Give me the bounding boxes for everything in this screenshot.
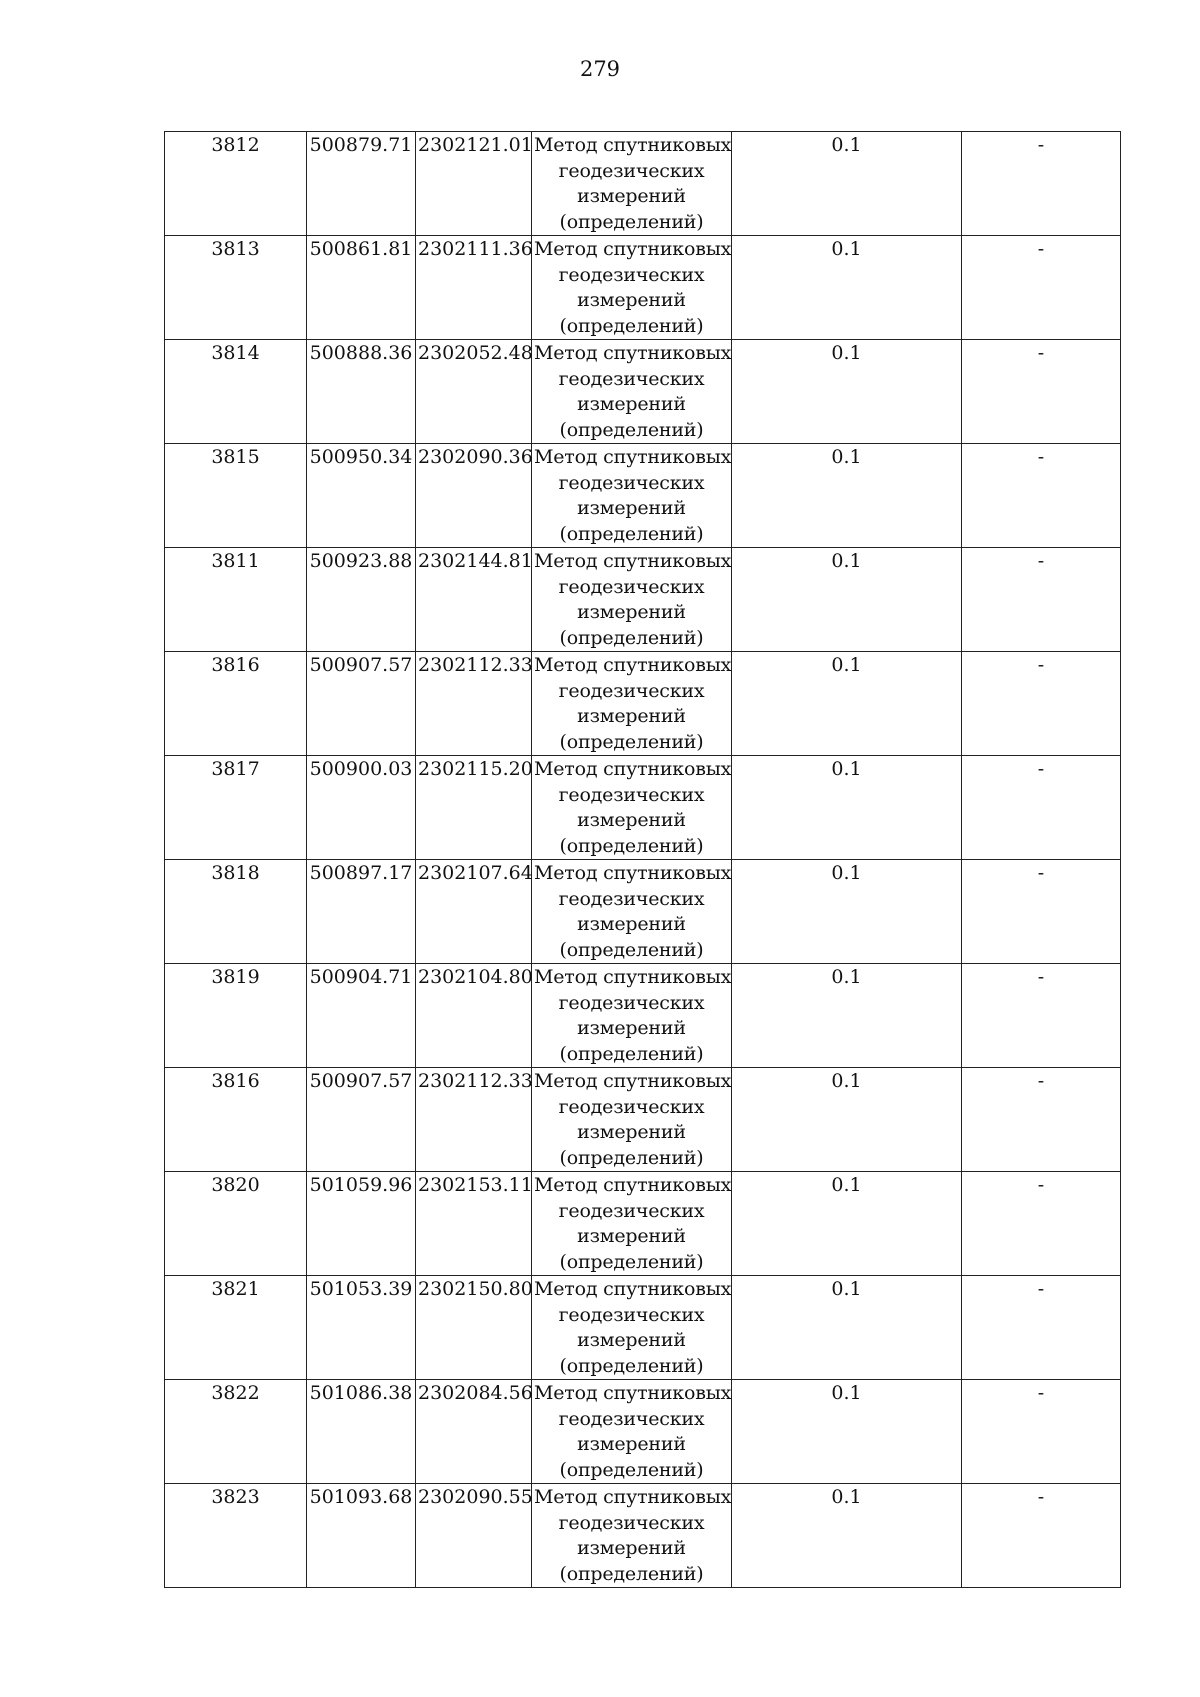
note-cell: - <box>962 1380 1121 1484</box>
method-text-line: Метод спутниковых <box>534 1070 732 1092</box>
coordinate-x-cell: 500861.81 <box>307 236 416 340</box>
table-row <box>165 756 1121 860</box>
method-text-line: измерений <box>577 1225 686 1247</box>
coordinates-table <box>164 131 1121 1588</box>
method-text-line: геодезических <box>558 991 705 1014</box>
method-text-line: (определений) <box>559 1562 704 1585</box>
method-text-line: геодезических <box>558 575 705 598</box>
method-text-line: (определений) <box>559 1458 704 1481</box>
method-text-line: геодезических <box>558 367 705 390</box>
coordinate-x-cell: 501093.68 <box>307 1484 416 1588</box>
method-cell <box>532 1484 732 1588</box>
method-cell <box>532 1068 732 1172</box>
method-text-line: Метод спутниковых <box>534 862 732 884</box>
point-number-cell: 3815 <box>165 444 307 548</box>
note-cell: - <box>962 132 1121 236</box>
method-text-line: Метод спутниковых <box>534 1382 732 1404</box>
method-text-line: (определений) <box>559 1042 704 1065</box>
accuracy-cell: 0.1 <box>732 1068 962 1172</box>
accuracy-cell: 0.1 <box>732 1380 962 1484</box>
accuracy-cell: 0.1 <box>732 236 962 340</box>
point-number-cell: 3817 <box>165 756 307 860</box>
coordinate-x-cell: 500904.71 <box>307 964 416 1068</box>
method-cell <box>532 132 732 236</box>
accuracy-cell: 0.1 <box>732 1484 962 1588</box>
method-text-line: Метод спутниковых <box>534 446 732 468</box>
note-cell: - <box>962 1172 1121 1276</box>
method-text-line: геодезических <box>558 1511 705 1534</box>
coordinate-y-cell: 2302150.80 <box>416 1276 532 1380</box>
table-row <box>165 964 1121 1068</box>
table-row <box>165 444 1121 548</box>
accuracy-cell: 0.1 <box>732 652 962 756</box>
method-text-line: измерений <box>577 1537 686 1559</box>
note-cell: - <box>962 964 1121 1068</box>
method-text-line: (определений) <box>559 834 704 857</box>
note-cell: - <box>962 860 1121 964</box>
table-row <box>165 1172 1121 1276</box>
note-cell: - <box>962 652 1121 756</box>
coordinate-x-cell: 500879.71 <box>307 132 416 236</box>
method-text-line: (определений) <box>559 1250 704 1273</box>
coordinate-x-cell: 500950.34 <box>307 444 416 548</box>
note-cell: - <box>962 1068 1121 1172</box>
coordinate-y-cell: 2302153.11 <box>416 1172 532 1276</box>
method-text-line: Метод спутниковых <box>534 654 732 676</box>
note-cell: - <box>962 236 1121 340</box>
coordinate-x-cell: 500907.57 <box>307 1068 416 1172</box>
method-text-line: Метод спутниковых <box>534 966 732 988</box>
method-text-line: (определений) <box>559 626 704 649</box>
table-row <box>165 132 1121 236</box>
coordinate-y-cell: 2302107.64 <box>416 860 532 964</box>
table-row <box>165 1068 1121 1172</box>
point-number-cell: 3820 <box>165 1172 307 1276</box>
point-number-cell: 3811 <box>165 548 307 652</box>
method-cell <box>532 1380 732 1484</box>
point-number-cell: 3816 <box>165 652 307 756</box>
note-cell: - <box>962 1484 1121 1588</box>
coordinate-x-cell: 500897.17 <box>307 860 416 964</box>
page-number: 279 <box>579 57 621 81</box>
method-text-line: Метод спутниковых <box>534 134 732 156</box>
method-cell <box>532 548 732 652</box>
method-text-line: (определений) <box>559 314 704 337</box>
method-text-line: измерений <box>577 393 686 415</box>
accuracy-cell: 0.1 <box>732 756 962 860</box>
coordinate-x-cell: 501059.96 <box>307 1172 416 1276</box>
method-text-line: Метод спутниковых <box>534 1278 732 1300</box>
method-text-line: измерений <box>577 913 686 935</box>
coordinate-y-cell: 2302052.48 <box>416 340 532 444</box>
point-number-cell: 3812 <box>165 132 307 236</box>
method-text-line: геодезических <box>558 783 705 806</box>
point-number-cell: 3816 <box>165 1068 307 1172</box>
method-text-line: измерений <box>577 1017 686 1039</box>
table-row <box>165 236 1121 340</box>
method-text-line: измерений <box>577 1121 686 1143</box>
coordinate-y-cell: 2302112.33 <box>416 1068 532 1172</box>
accuracy-cell: 0.1 <box>732 1276 962 1380</box>
method-text-line: (определений) <box>559 418 704 441</box>
method-text-line: (определений) <box>559 1354 704 1377</box>
note-cell: - <box>962 756 1121 860</box>
accuracy-cell: 0.1 <box>732 340 962 444</box>
method-text-line: геодезических <box>558 1303 705 1326</box>
method-text-line: Метод спутниковых <box>534 342 732 364</box>
method-cell <box>532 860 732 964</box>
method-text-line: (определений) <box>559 210 704 233</box>
method-cell <box>532 1276 732 1380</box>
method-text-line: геодезических <box>558 159 705 182</box>
table-row <box>165 1276 1121 1380</box>
method-text-line: Метод спутниковых <box>534 1486 732 1508</box>
note-cell: - <box>962 340 1121 444</box>
coordinate-x-cell: 500900.03 <box>307 756 416 860</box>
method-text-line: измерений <box>577 1329 686 1351</box>
table-row <box>165 548 1121 652</box>
coordinate-y-cell: 2302090.55 <box>416 1484 532 1588</box>
method-cell <box>532 444 732 548</box>
point-number-cell: 3821 <box>165 1276 307 1380</box>
note-cell: - <box>962 548 1121 652</box>
point-number-cell: 3814 <box>165 340 307 444</box>
note-cell: - <box>962 444 1121 548</box>
method-text-line: измерений <box>577 809 686 831</box>
method-cell <box>532 1172 732 1276</box>
method-text-line: (определений) <box>559 1146 704 1169</box>
method-text-line: Метод спутниковых <box>534 758 732 780</box>
accuracy-cell: 0.1 <box>732 132 962 236</box>
method-cell <box>532 756 732 860</box>
coordinate-y-cell: 2302115.20 <box>416 756 532 860</box>
method-text-line: Метод спутниковых <box>534 550 732 572</box>
point-number-cell: 3822 <box>165 1380 307 1484</box>
method-cell <box>532 964 732 1068</box>
method-text-line: измерений <box>577 705 686 727</box>
method-text-line: измерений <box>577 185 686 207</box>
accuracy-cell: 0.1 <box>732 964 962 1068</box>
table-row <box>165 652 1121 756</box>
method-text-line: геодезических <box>558 1407 705 1430</box>
table-row <box>165 1484 1121 1588</box>
accuracy-cell: 0.1 <box>732 444 962 548</box>
method-text-line: геодезических <box>558 471 705 494</box>
coordinate-x-cell: 501053.39 <box>307 1276 416 1380</box>
method-text-line: геодезических <box>558 679 705 702</box>
method-text-line: (определений) <box>559 730 704 753</box>
method-text-line: измерений <box>577 601 686 623</box>
coordinate-y-cell: 2302090.36 <box>416 444 532 548</box>
method-text-line: измерений <box>577 1433 686 1455</box>
method-cell <box>532 340 732 444</box>
point-number-cell: 3819 <box>165 964 307 1068</box>
table-row <box>165 1380 1121 1484</box>
method-text-line: Метод спутниковых <box>534 238 732 260</box>
coordinate-x-cell: 500888.36 <box>307 340 416 444</box>
coordinate-y-cell: 2302144.81 <box>416 548 532 652</box>
coordinate-y-cell: 2302104.80 <box>416 964 532 1068</box>
method-text-line: геодезических <box>558 263 705 286</box>
method-text-line: измерений <box>577 497 686 519</box>
method-cell <box>532 236 732 340</box>
method-text-line: геодезических <box>558 1199 705 1222</box>
coordinate-y-cell: 2302112.33 <box>416 652 532 756</box>
accuracy-cell: 0.1 <box>732 1172 962 1276</box>
table-row <box>165 340 1121 444</box>
table-row <box>165 860 1121 964</box>
method-text-line: геодезических <box>558 887 705 910</box>
coordinate-y-cell: 2302121.01 <box>416 132 532 236</box>
coordinate-y-cell: 2302111.36 <box>416 236 532 340</box>
coordinate-x-cell: 501086.38 <box>307 1380 416 1484</box>
coordinate-x-cell: 500907.57 <box>307 652 416 756</box>
coordinate-x-cell: 500923.88 <box>307 548 416 652</box>
point-number-cell: 3818 <box>165 860 307 964</box>
note-cell: - <box>962 1276 1121 1380</box>
accuracy-cell: 0.1 <box>732 548 962 652</box>
point-number-cell: 3813 <box>165 236 307 340</box>
method-text-line: геодезических <box>558 1095 705 1118</box>
method-text-line: (определений) <box>559 522 704 545</box>
method-text-line: измерений <box>577 289 686 311</box>
coordinates-table-body <box>165 132 1121 1588</box>
method-text-line: Метод спутниковых <box>534 1174 732 1196</box>
coordinate-y-cell: 2302084.56 <box>416 1380 532 1484</box>
method-text-line: (определений) <box>559 938 704 961</box>
accuracy-cell: 0.1 <box>732 860 962 964</box>
method-cell <box>532 652 732 756</box>
point-number-cell: 3823 <box>165 1484 307 1588</box>
